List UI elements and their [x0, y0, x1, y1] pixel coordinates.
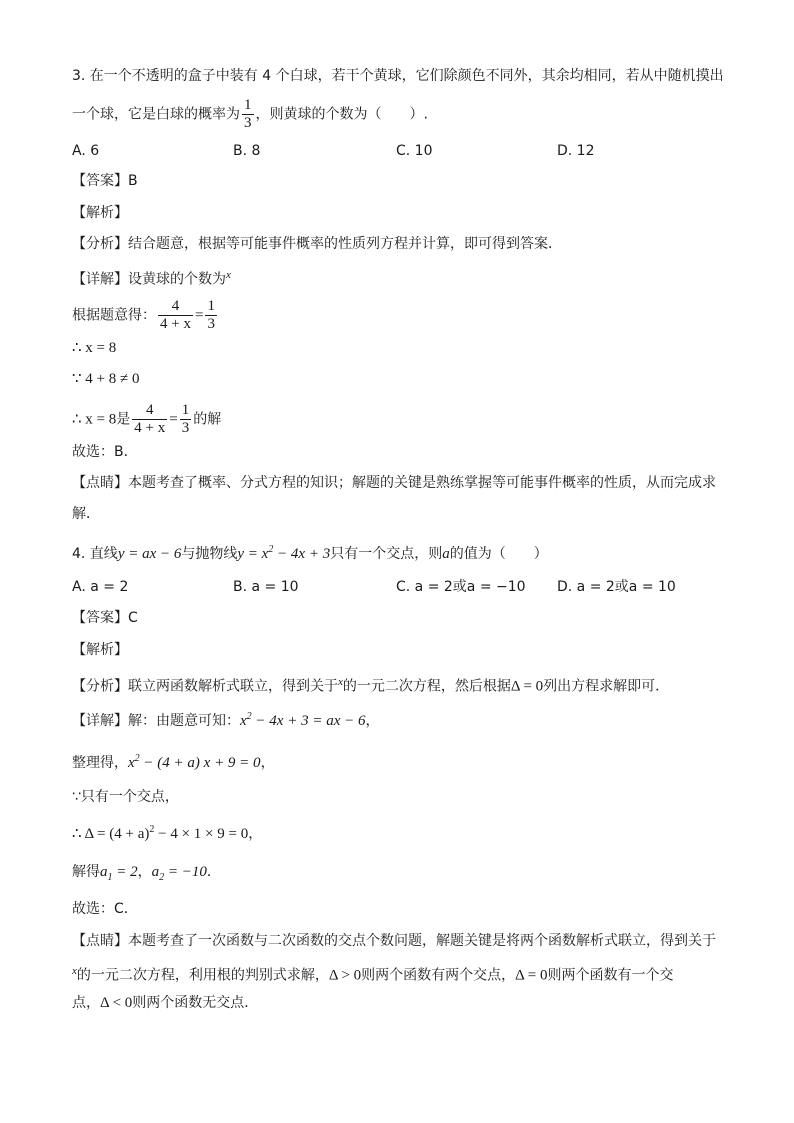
eq-part: − 4 × 1 × 9 = 0 [154, 826, 249, 842]
eq-exponent: 2 [134, 753, 140, 764]
punctuation: ， [137, 864, 152, 880]
q4-xiangjie-text: 【详解】解：由题意可知： [72, 713, 240, 729]
q3-xiangjie [72, 265, 231, 290]
eq-part: − 4x + 3 [273, 546, 331, 562]
q3-stem-line1: 3. 在一个不透明的盒子中装有 4 个白球，若干个黄球，它们除颜色不同外，其余均相同，若从中随机摸出 [72, 68, 724, 84]
q4-solution-1 [100, 864, 138, 883]
q4-dianjing-line3 [72, 993, 258, 1013]
q4-xiangjie-eq [240, 713, 365, 729]
q3-var-x: x [226, 269, 231, 281]
q3-because-1: ∵ 4 + 8 ≠ 0 [72, 371, 140, 387]
q4-option-b: B. a = 10 [233, 579, 299, 595]
eq-part: − (4 + a) x + 9 = 0 [139, 755, 261, 771]
q4-fenxi-text-a: 【分析】联立两函数解析式联立，得到关于 [72, 678, 338, 695]
q3-xiangjie-text: 【详解】设黄球的个数为 [72, 271, 226, 288]
fraction-numerator: 4 [171, 298, 180, 314]
q4-xiangjie [72, 707, 379, 731]
q4-zhengli [72, 749, 275, 773]
q3-dianjing-line2: 解． [72, 506, 100, 522]
q4-discriminant-eq [72, 826, 248, 842]
q3-probability-fraction [242, 97, 254, 132]
text-part: 则两个函数有一个交 [547, 967, 674, 984]
eq-part: x [128, 755, 135, 771]
q4-because: ∵只有一个交点， [72, 789, 179, 805]
equals-sign: = [169, 411, 178, 428]
eq-subscript: 2 [159, 872, 165, 883]
q4-fenxi-eq: Δ = 0 [510, 678, 544, 695]
eq-part: a [151, 864, 160, 880]
eq-subscript: 1 [107, 872, 113, 883]
eq-part: y = x [237, 546, 269, 562]
q4-analysis-heading: 【解析】 [72, 642, 128, 658]
q3-eq-label: 根据题意得： [72, 307, 156, 324]
q4-stem-text-b: 与抛物线 [181, 546, 238, 562]
q4-solve-text: 解得 [72, 864, 100, 880]
text-part: 则两个函数无交点． [132, 995, 259, 1011]
q4-dianjing-var: x [72, 965, 77, 977]
q4-stem-text-d: 的值为（ ） [449, 546, 548, 562]
eq-part: Δ < 0 [100, 995, 133, 1011]
q4-stem-text-a: 4. 直线 [72, 546, 118, 562]
eq-part: Δ > 0 [328, 967, 362, 984]
eq-part: ∴ Δ = (4 + a) [72, 826, 150, 842]
eq-part: x [240, 713, 247, 729]
punctuation: ， [260, 755, 275, 771]
equals-sign: = [194, 307, 204, 324]
q4-fenxi-text-b: 的一元二次方程，然后根据 [342, 678, 511, 695]
punctuation: ， [248, 826, 263, 842]
q4-zhengli-text: 整理得， [72, 755, 128, 771]
q4-dianjing-line2 [72, 961, 673, 986]
q4-fenxi-text-c: 列出方程求解即可． [543, 678, 670, 695]
q4-fenxi-var: x [338, 676, 343, 688]
eq-part: = 2 [112, 864, 138, 880]
fraction-denominator: 3 [207, 316, 215, 332]
q4-var-a: a [442, 546, 450, 562]
eq-exponent: 2 [149, 824, 155, 835]
q4-dianjing-line1: 【点睛】本题考查了一次函数与二次函数的交点个数问题，解题关键是将两个函数解析式联立，得到关于 [72, 933, 716, 949]
q4-solution-2 [151, 864, 207, 883]
q4-therefore [72, 820, 262, 844]
q3-therefore-right-fraction [180, 402, 192, 437]
q4-option-a: A. a = 2 [72, 579, 129, 595]
q3-therefore-2-text: 是 [116, 411, 131, 428]
text-part: 则两个函数有两个交点， [361, 967, 516, 984]
q4-answer: 【答案】C [72, 610, 138, 626]
q3-option-c: C. 10 [396, 143, 433, 159]
q3-therefore-2-eq: ∴ x = 8 [72, 411, 117, 428]
fraction-numerator: 1 [244, 97, 252, 113]
q4-solve [72, 862, 221, 888]
fraction-numerator: 1 [181, 402, 190, 418]
fraction-denominator: 4 + x [160, 316, 191, 332]
q3-option-a: A. 6 [72, 143, 100, 159]
text-part: 点， [72, 995, 100, 1011]
fraction-numerator: 4 [146, 402, 154, 418]
q3-choose: 故选：B． [72, 444, 138, 460]
eq-part: a [100, 864, 108, 880]
q3-therefore-2-end: 的解 [193, 411, 222, 428]
q4-fenxi [72, 672, 669, 697]
q3-therefore-left-fraction [132, 402, 167, 437]
q3-equation-line [72, 298, 219, 333]
eq-part: − 4x + 3 = ax − 6 [251, 713, 366, 729]
q3-fenxi: 【分析】结合题意，根据等可能事件概率的性质列方程并计算，即可得到答案． [72, 236, 562, 252]
fraction-denominator: 3 [244, 115, 252, 131]
q3-analysis-heading: 【解析】 [72, 205, 128, 221]
fraction-denominator: 4 + x [134, 420, 166, 436]
q3-answer: 【答案】B [72, 173, 138, 189]
punctuation: ， [365, 713, 380, 729]
text-part: 的一元二次方程，利用根的判别式求解， [76, 967, 329, 984]
q4-line-equation: y = ax − 6 [117, 546, 182, 562]
eq-part: Δ = 0 [515, 967, 548, 984]
eq-part: = −10 [164, 864, 207, 880]
fraction-numerator: 1 [207, 298, 215, 314]
q4-option-d: D. a = 2或a = 10 [557, 579, 676, 595]
eq-exponent: 2 [268, 544, 274, 555]
q3-dianjing-line1: 【点睛】本题考查了概率、分式方程的知识；解题的关键是熟练掌握等可能事件概率的性质，从而完成求 [72, 475, 716, 491]
q4-zhengli-eq [128, 755, 261, 771]
q3-eq-right-fraction [205, 298, 217, 333]
q3-option-b: B. 8 [233, 143, 261, 159]
q4-option-c: C. a = 2或a = −10 [396, 579, 526, 595]
fraction-denominator: 3 [181, 420, 190, 436]
punctuation: ． [206, 864, 221, 880]
q3-therefore-2 [72, 402, 221, 437]
q3-stem-text-a: 一个球，它是白球的概率为 [72, 106, 240, 123]
q3-stem-line2 [72, 97, 428, 132]
eq-exponent: 2 [246, 711, 252, 722]
q4-stem [72, 540, 548, 564]
q4-parabola-equation [237, 546, 330, 562]
q3-stem-text-b: ，则黄球的个数为（ ）. [255, 106, 428, 123]
q3-option-d: D. 12 [557, 143, 595, 159]
q4-choose: 故选：C． [72, 901, 138, 917]
q3-eq-left-fraction [158, 298, 193, 333]
q4-stem-text-c: 只有一个交点，则 [330, 546, 443, 562]
q3-therefore-1: ∴ x = 8 [72, 340, 117, 356]
